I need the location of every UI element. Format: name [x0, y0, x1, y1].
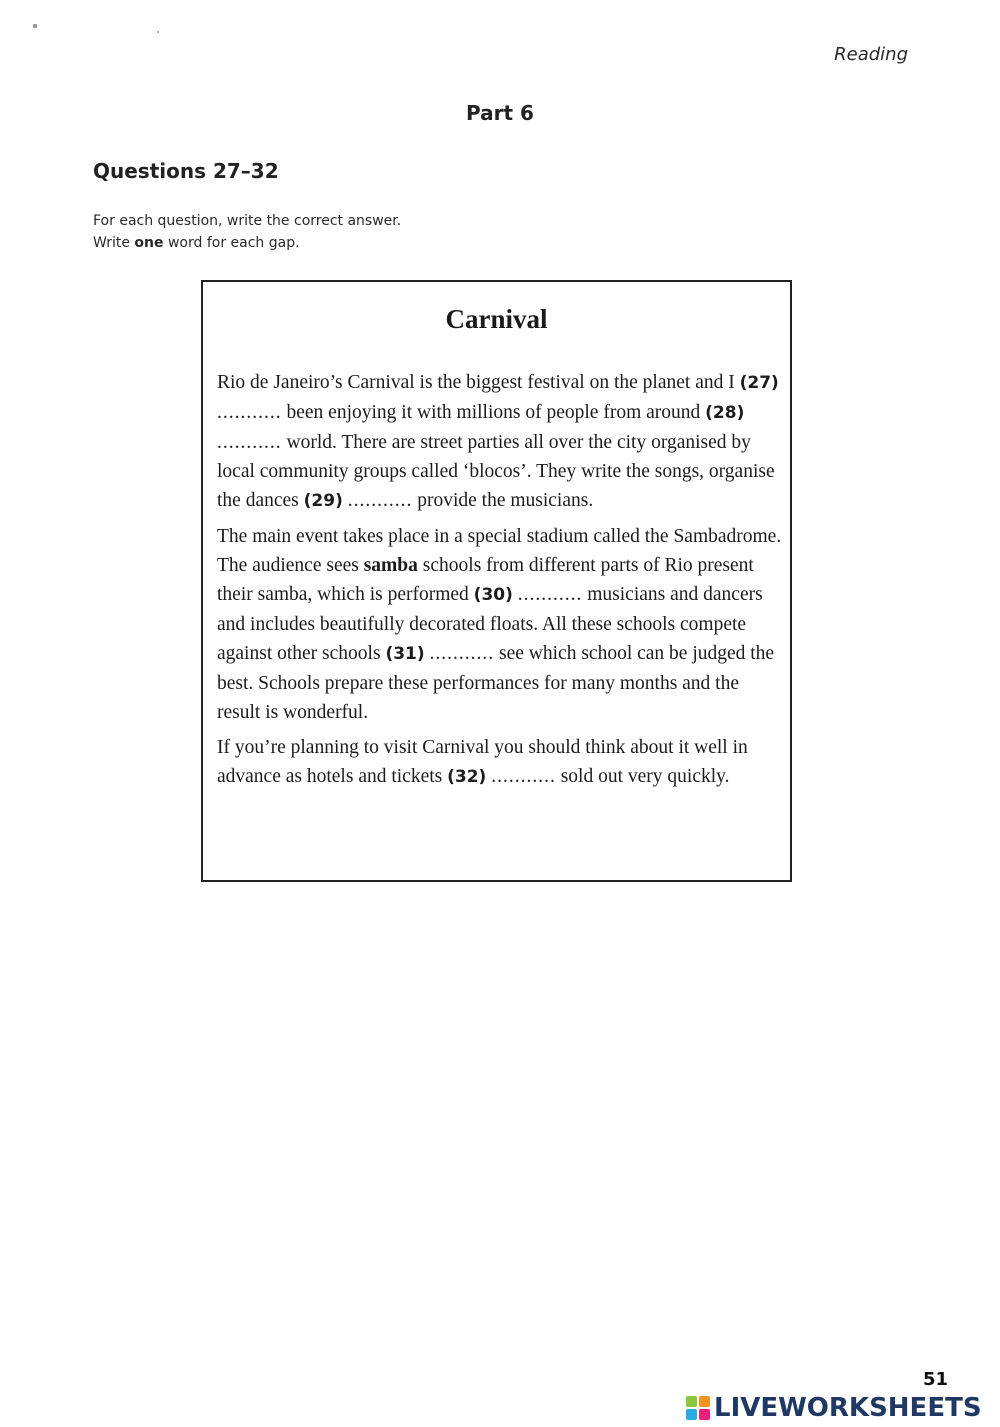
questions-heading: Questions 27–32 [93, 159, 279, 183]
passage-span: Rio de Janeiro’s Carnival is the biggest festival on the planet and I [217, 372, 740, 393]
logo-square [686, 1396, 697, 1407]
gap-number-32: (32) [447, 767, 487, 787]
instruction-text: Write [93, 235, 135, 251]
gap-31[interactable]: ........... [429, 643, 495, 664]
paragraph-3 [217, 733, 783, 792]
passage-span: schools from different parts of Rio present their samba, which is performed [217, 555, 754, 605]
section-label: Reading [834, 44, 908, 65]
instruction-line-1: For each question, write the correct answer. [93, 213, 402, 229]
passage-span: sold out very quickly. [555, 766, 730, 787]
instruction-emphasis: one [134, 235, 164, 251]
logo-square [699, 1396, 710, 1407]
page-number: 51 [922, 1369, 948, 1390]
gap-number-30: (30) [473, 585, 513, 605]
gap-32[interactable]: ........... [491, 766, 556, 787]
passage-span: If you’re planning to visit Carnival you should think about it well in advance as hotels and tickets [217, 737, 748, 787]
instructions [93, 210, 401, 254]
passage-title: Carnival [445, 304, 548, 334]
keyword-samba: samba [363, 555, 418, 576]
passage-span: world. There are street parties all over the city organised by local community groups called ‘blocos’. They write the songs, organise the dances [217, 432, 775, 511]
passage-span: musicians and dancers and includes beautifully decorated floats. All these schools compete against other schools [217, 584, 763, 664]
passage-span: The main event takes place in a special stadium called the Sambadrome. The audience sees [217, 526, 782, 576]
logo-text: LIVEWORKSHEETS [714, 1393, 982, 1423]
gap-29[interactable]: ........... [347, 490, 413, 511]
passage-span: provide the musicians. [412, 490, 594, 511]
scan-speck [157, 31, 159, 33]
logo-square [686, 1409, 697, 1420]
gap-27[interactable]: ........... [217, 402, 282, 423]
gap-number-31: (31) [385, 644, 425, 664]
passage-span: been enjoying it with millions of people from around [281, 402, 706, 423]
gap-number-27: (27) [739, 373, 779, 393]
paragraph-2 [217, 522, 783, 727]
passage-span: see which school can be judged the best. Schools prepare these performances for many months and the result is wonderful. [217, 643, 775, 723]
instruction-line-2 [93, 232, 401, 254]
gap-number-29: (29) [303, 491, 343, 511]
scan-speck [33, 24, 37, 28]
paragraph-1 [217, 368, 783, 516]
gap-number-28: (28) [705, 403, 745, 423]
liveworksheets-logo[interactable] [686, 1393, 982, 1423]
part-title: Part 6 [466, 101, 534, 125]
logo-square [699, 1409, 710, 1420]
passage-text [217, 368, 783, 798]
gap-28[interactable]: ........... [217, 432, 282, 453]
instruction-text: word for each gap. [163, 235, 300, 251]
passage-box [201, 280, 792, 882]
gap-30[interactable]: ........... [517, 584, 583, 605]
logo-grid-icon [686, 1396, 710, 1420]
